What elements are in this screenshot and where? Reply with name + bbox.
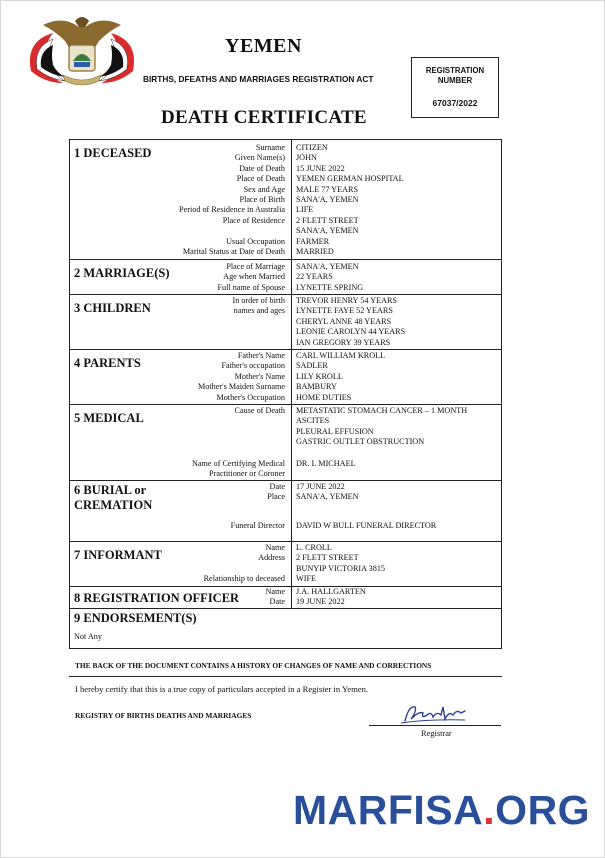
column-divider	[291, 405, 292, 480]
sex-age-value: MALE 77 YEARS	[296, 184, 359, 194]
field-label: Date of Death	[239, 163, 285, 173]
back-of-document-note: THE BACK OF THE DOCUMENT CONTAINS A HISTORY OF CHANGES OF NAME AND CORRECTIONS	[75, 661, 432, 670]
divider	[69, 676, 502, 677]
section-medical	[70, 405, 501, 481]
field-label: Address	[258, 553, 285, 563]
watermark-dot: .	[483, 787, 496, 833]
certification-statement: I hereby certify that this is a true copy of particulars accepted in a Register in Yemen.	[75, 684, 369, 694]
field-label: Surname	[255, 143, 285, 152]
section-heading: CREMATION	[74, 498, 153, 512]
certifying-practitioner-value: DR. I. MICHAEL	[296, 459, 356, 468]
given-names-value: JOHN	[296, 153, 317, 163]
cause-of-death-value: METASTATIC STOMACH CANCER – 1 MONTH	[296, 406, 468, 415]
field-label: Date	[269, 597, 285, 607]
section-heading: 1 DECEASED	[74, 146, 152, 160]
registry-name: REGISTRY OF BIRTHS DEATHS AND MARRIAGES	[75, 711, 252, 720]
child-entry: CHERYL ANNE 48 YEARS	[296, 316, 392, 326]
field-label: Mother's Name	[234, 371, 285, 381]
country-title: YEMEN	[225, 35, 302, 57]
field-label: Father's Name	[237, 351, 285, 360]
field-label: Mother's Occupation	[216, 392, 285, 402]
registrar-label: Registrar	[421, 729, 452, 738]
field-label: Sex and Age	[243, 184, 285, 194]
date-of-death-value: 15 JUNE 2022	[296, 163, 345, 173]
section-heading: 9 ENDORSEMENT(S)	[74, 611, 197, 625]
relationship-value: WIFE	[296, 574, 317, 584]
child-entry: TREVOR HENRY 54 YEARS	[296, 296, 398, 305]
funeral-director-value: DAVID W BULL FUNERAL DIRECTOR	[296, 521, 437, 530]
field-label: Funeral Director	[230, 521, 285, 530]
mother-name-value: LILY KROLL	[296, 371, 343, 381]
field-label: Period of Residence in Australia	[179, 205, 285, 215]
column-divider	[291, 260, 292, 294]
column-divider	[291, 140, 292, 259]
mother-occupation-value: HOME DUTIES	[296, 392, 352, 402]
watermark-logo	[293, 787, 590, 834]
signature-line	[369, 725, 501, 726]
field-label: Cause of Death	[234, 406, 285, 415]
field-label: Practitioner or Coroner	[209, 469, 285, 479]
occupation-value: FARMER	[296, 236, 330, 246]
section-informant	[70, 542, 501, 587]
document-title: DEATH CERTIFICATE	[161, 107, 367, 128]
column-divider	[291, 481, 292, 541]
field-label: Name of Certifying Medical	[192, 459, 285, 468]
burial-place-value: SANA'A, YEMEN	[296, 492, 359, 502]
field-label: Usual Occupation	[226, 236, 285, 246]
child-entry: IAN GREGORY 39 YEARS	[296, 337, 391, 347]
field-label: Place of Residence	[222, 215, 285, 225]
cause-of-death-value: ASCITES	[296, 416, 330, 426]
marital-status-value: MARRIED	[296, 247, 334, 256]
cause-of-death-value: PLEURAL EFFUSION	[296, 426, 374, 436]
field-label: Name	[265, 587, 285, 596]
section-deceased	[70, 140, 501, 260]
informant-address-line-2: BUNYIP VICTORIA 3815	[296, 563, 386, 573]
section-burial	[70, 481, 501, 542]
informant-name-value: L. CROLL	[296, 543, 332, 552]
field-label: Marital Status at Date of Death	[182, 247, 285, 256]
age-married-value: 22 YEARS	[296, 272, 333, 282]
section-marriage	[70, 260, 501, 295]
section-heading: 3 CHILDREN	[74, 301, 151, 315]
field-label: names and ages	[233, 306, 285, 316]
registration-number: 67037/2022	[432, 98, 478, 108]
column-divider	[291, 350, 292, 404]
surname-value: CITIZEN	[296, 143, 328, 152]
registration-number-box	[411, 57, 499, 118]
section-children	[70, 295, 501, 350]
mother-maiden-value: BAMBURY	[296, 382, 337, 392]
field-label: Full name of Spouse	[217, 282, 285, 292]
watermark-text: ORG	[495, 787, 591, 833]
column-divider	[291, 295, 292, 349]
field-label: Father's occupation	[221, 361, 285, 371]
section-heading: 6 BURIAL or	[74, 483, 147, 497]
child-entry: LYNETTE FAYE 52 YEARS	[296, 306, 393, 316]
residence-period-value: LIFE	[296, 205, 314, 215]
place-of-death-value: YEMEN GERMAN HOSPITAL	[296, 174, 404, 184]
officer-name-value: J.A. HALLGARTEN	[296, 587, 366, 596]
certificate-form	[69, 139, 502, 649]
officer-date-value: 19 JUNE 2022	[296, 597, 345, 607]
field-label: Age when Married	[223, 272, 285, 282]
act-title: BIRTHS, DFEATHS AND MARRIAGES REGISTRATION ACT	[143, 74, 374, 84]
residence-line-1: 2 FLETT STREET	[296, 215, 359, 225]
section-heading: 5 MEDICAL	[74, 411, 144, 425]
column-divider	[291, 542, 292, 586]
field-label: Place of Death	[236, 174, 285, 184]
registration-label-line-2: NUMBER	[437, 76, 473, 85]
burial-date-value: 17 JUNE 2022	[296, 482, 345, 491]
child-entry: LEONIE CAROLYN 44 YEARS	[296, 327, 406, 337]
field-label: Relationship to deceased	[203, 574, 285, 584]
field-label: Place of Marriage	[226, 262, 285, 271]
spouse-name-value: LYNETTE SPRING	[296, 282, 364, 292]
section-parents	[70, 350, 501, 405]
field-label: Place	[267, 492, 285, 502]
field-label: Name	[265, 543, 285, 552]
section-heading: 7 INFORMANT	[74, 548, 162, 562]
section-registration-officer	[70, 587, 501, 609]
section-endorsement	[70, 609, 501, 648]
registrar-signature	[399, 701, 469, 727]
section-heading: 2 MARRIAGE(S)	[74, 266, 170, 280]
father-name-value: CARL WILLIAM KROLL	[296, 351, 386, 360]
place-of-birth-value: SANA'A, YEMEN	[296, 195, 359, 204]
field-label: Date	[269, 482, 285, 491]
residence-line-2: SANA'A, YEMEN	[296, 226, 359, 236]
field-label: Given Name(s)	[234, 153, 285, 163]
section-heading: 8 REGISTRATION OFFICER	[74, 591, 240, 605]
registration-label-line-1: REGISTRATION	[425, 66, 485, 75]
field-label: Mother's Maiden Surname	[198, 382, 285, 392]
endorsement-value: Not Any	[74, 632, 102, 641]
father-occupation-value: SADLER	[296, 361, 328, 371]
watermark-text: MARFISA	[293, 787, 484, 833]
informant-address-line-1: 2 FLETT STREET	[296, 553, 359, 563]
field-label: In order of birth	[232, 296, 285, 305]
section-heading: 4 PARENTS	[74, 356, 141, 370]
field-label: Place of Birth	[239, 195, 285, 204]
place-of-marriage-value: SANA'A, YEMEN	[296, 262, 359, 271]
cause-of-death-value: GASTRIC OUTLET OBSTRUCTION	[296, 437, 425, 447]
column-divider	[291, 587, 292, 608]
